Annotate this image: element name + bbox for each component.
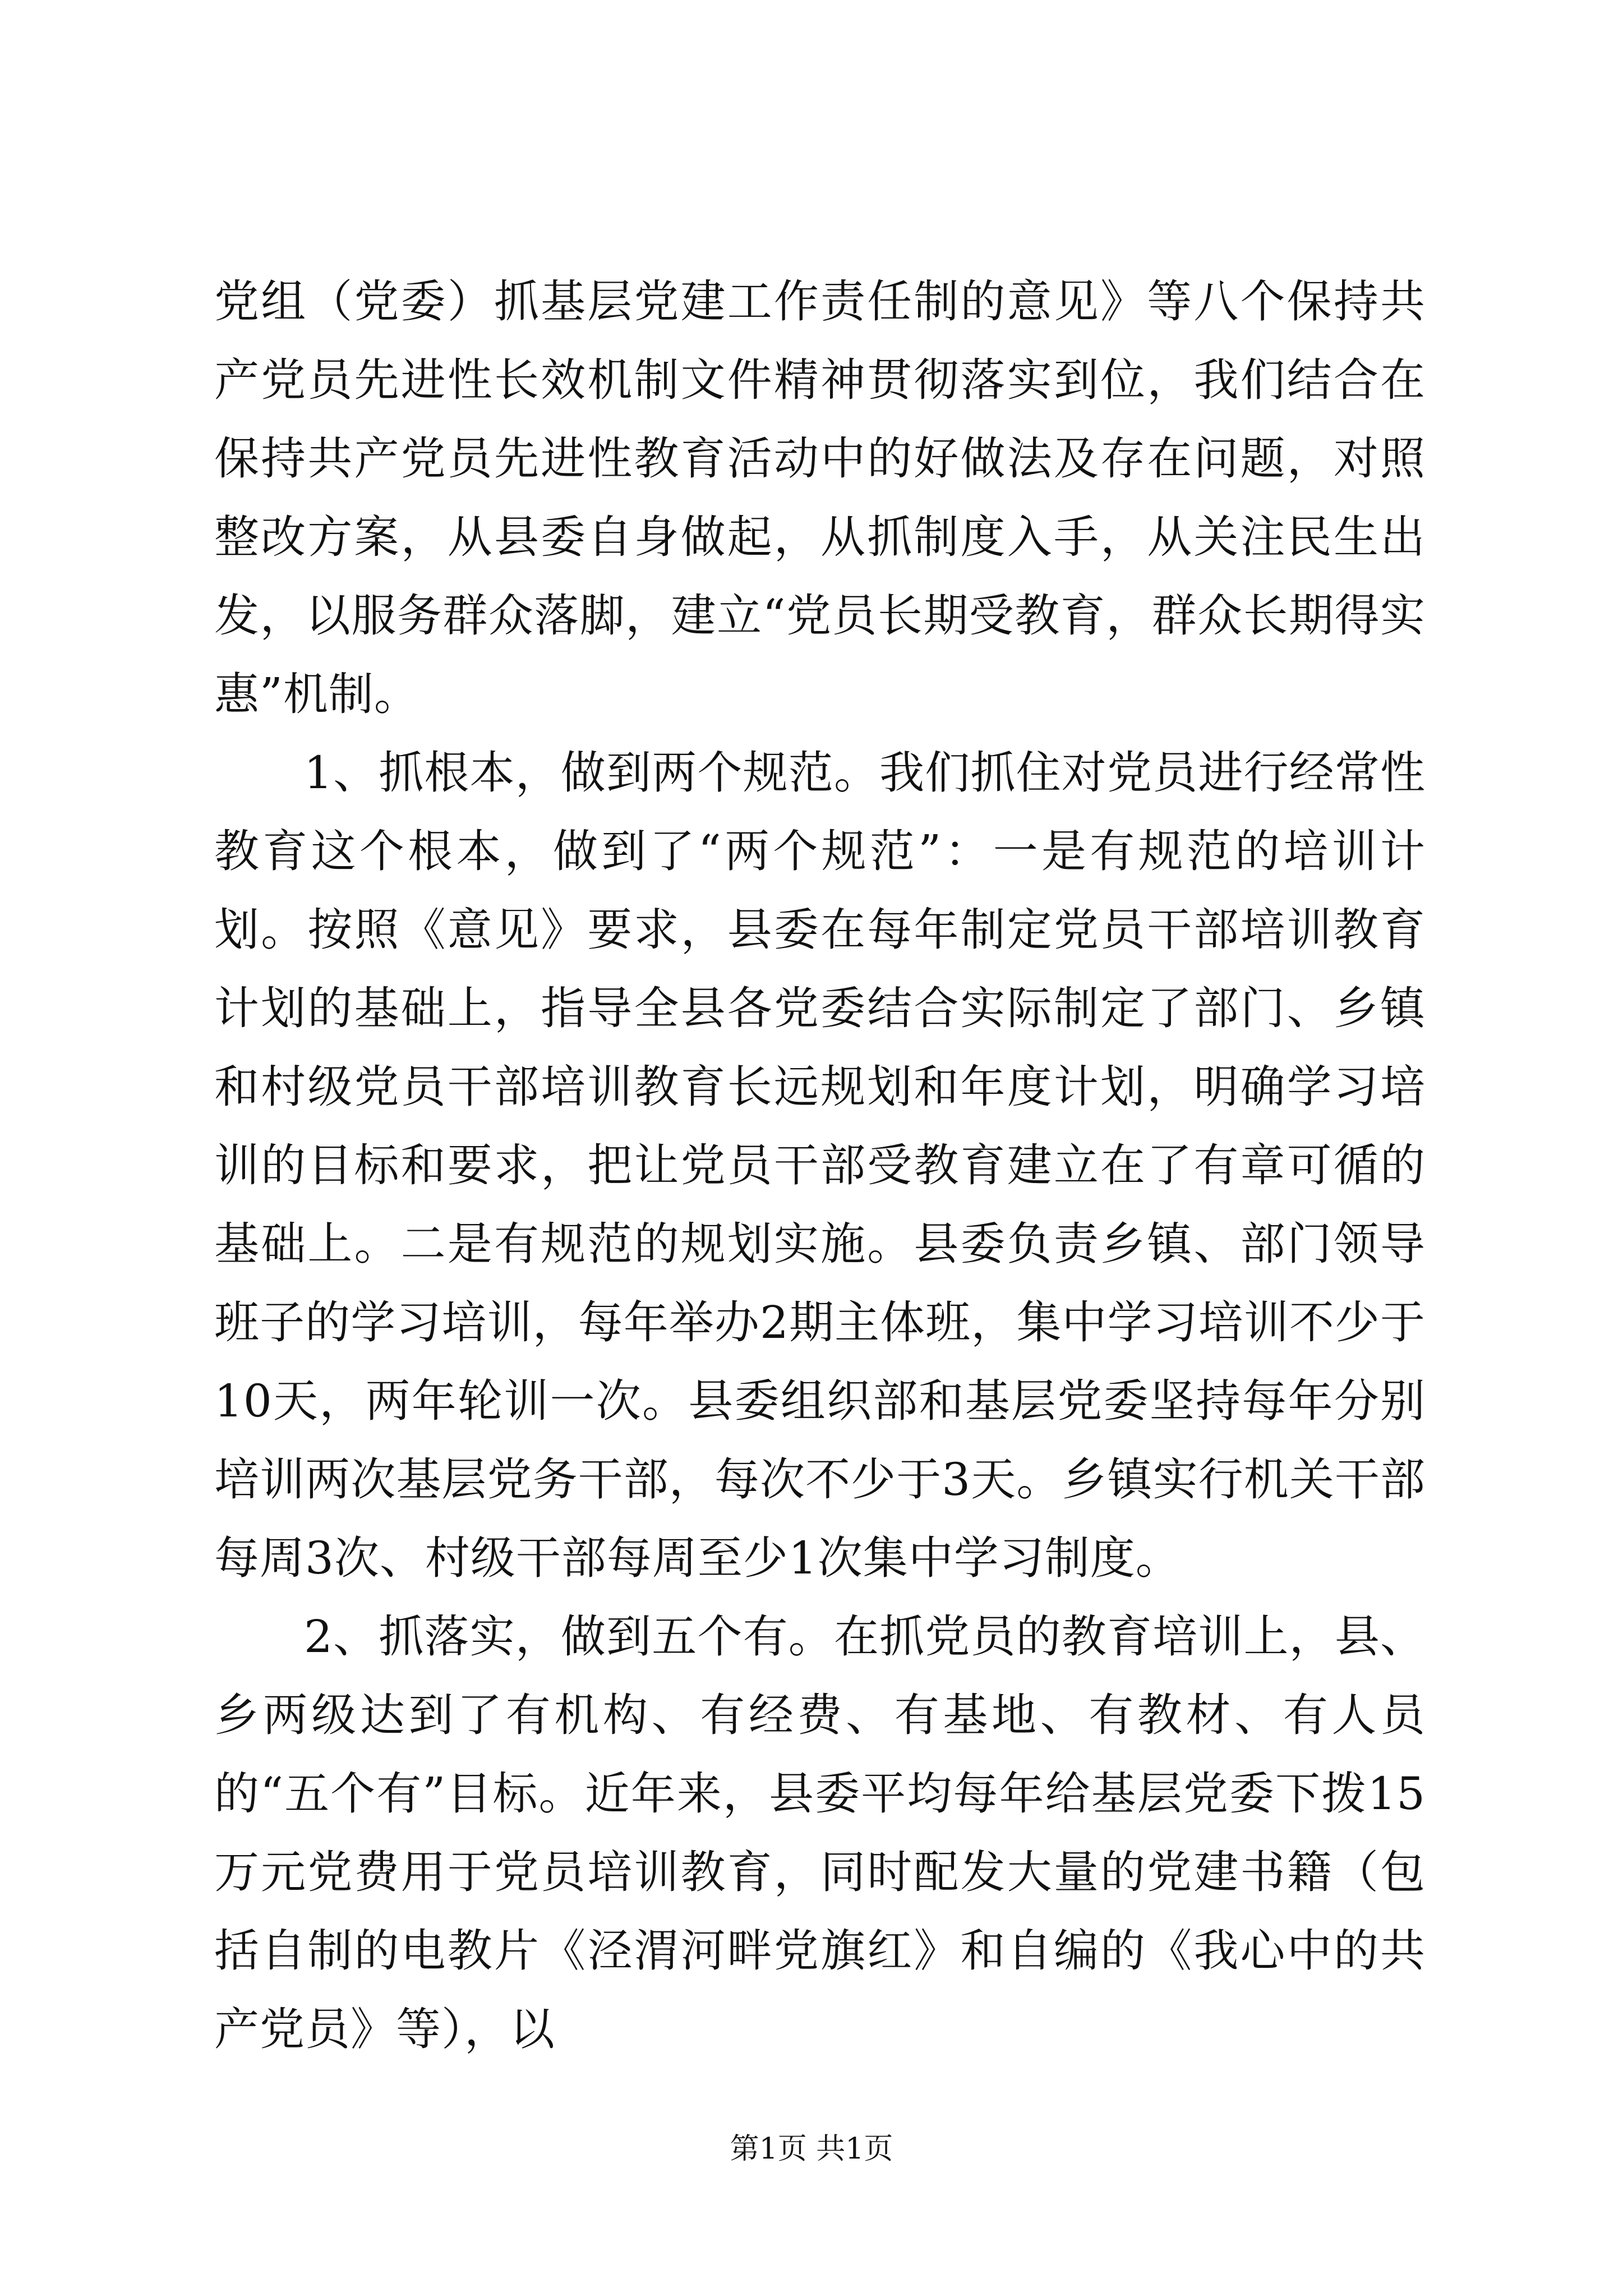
document-body — [214, 263, 1426, 2069]
paragraph-two-standards: 1、抓根本，做到两个规范。我们抓住对党员进行经常性教育这个根本，做到了“两个规范”：一是有规范的培训计划。按照《意见》要求，县委在每年制定党员干部培训教育计划的基础上，指导全县各党委结合实际制定了部门、乡镇和村级党员干部培训教育长远规划和年度计划，明确学习培训的目标和要求，把让党员干部受教育建立在了有章可循的基础上。二是有规范的规划实施。县委负责乡镇、部门领导班子的学习培训，每年举办2期主体班，集中学习培训不少于10天，两年轮训一次。县委组织部和基层党委坚持每年分别培训两次基层党务干部，每次不少于3天。乡镇实行机关干部每周3次、村级干部每周至少1次集中学习制度。 — [214, 747, 1426, 1584]
page-footer: 第1页 共1页 — [730, 2132, 893, 2166]
paragraph-five-haves: 2、抓落实，做到五个有。在抓党员的教育培训上，县、乡两级达到了有机构、有经费、有基地、有教材、有人员的“五个有”目标。近年来，县委平均每年给基层党委下拨15万元党费用于党员培训教育，同时配发大量的党建书籍（包括自制的电教片《泾渭河畔党旗红》和自编的《我心中的共产党员》等），以 — [214, 1611, 1426, 2055]
paragraph-continuation: 党组（党委）抓基层党建工作责任制的意见》等八个保持共产党员先进性长效机制文件精神贯彻落实到位，我们结合在保持共产党员先进性教育活动中的好做法及存在问题，对照整改方案，从县委自身做起，从抓制度入手，从关注民生出发，以服务群众落脚，建立“党员长期受教育，群众长期得实惠”机制。 — [214, 275, 1426, 720]
